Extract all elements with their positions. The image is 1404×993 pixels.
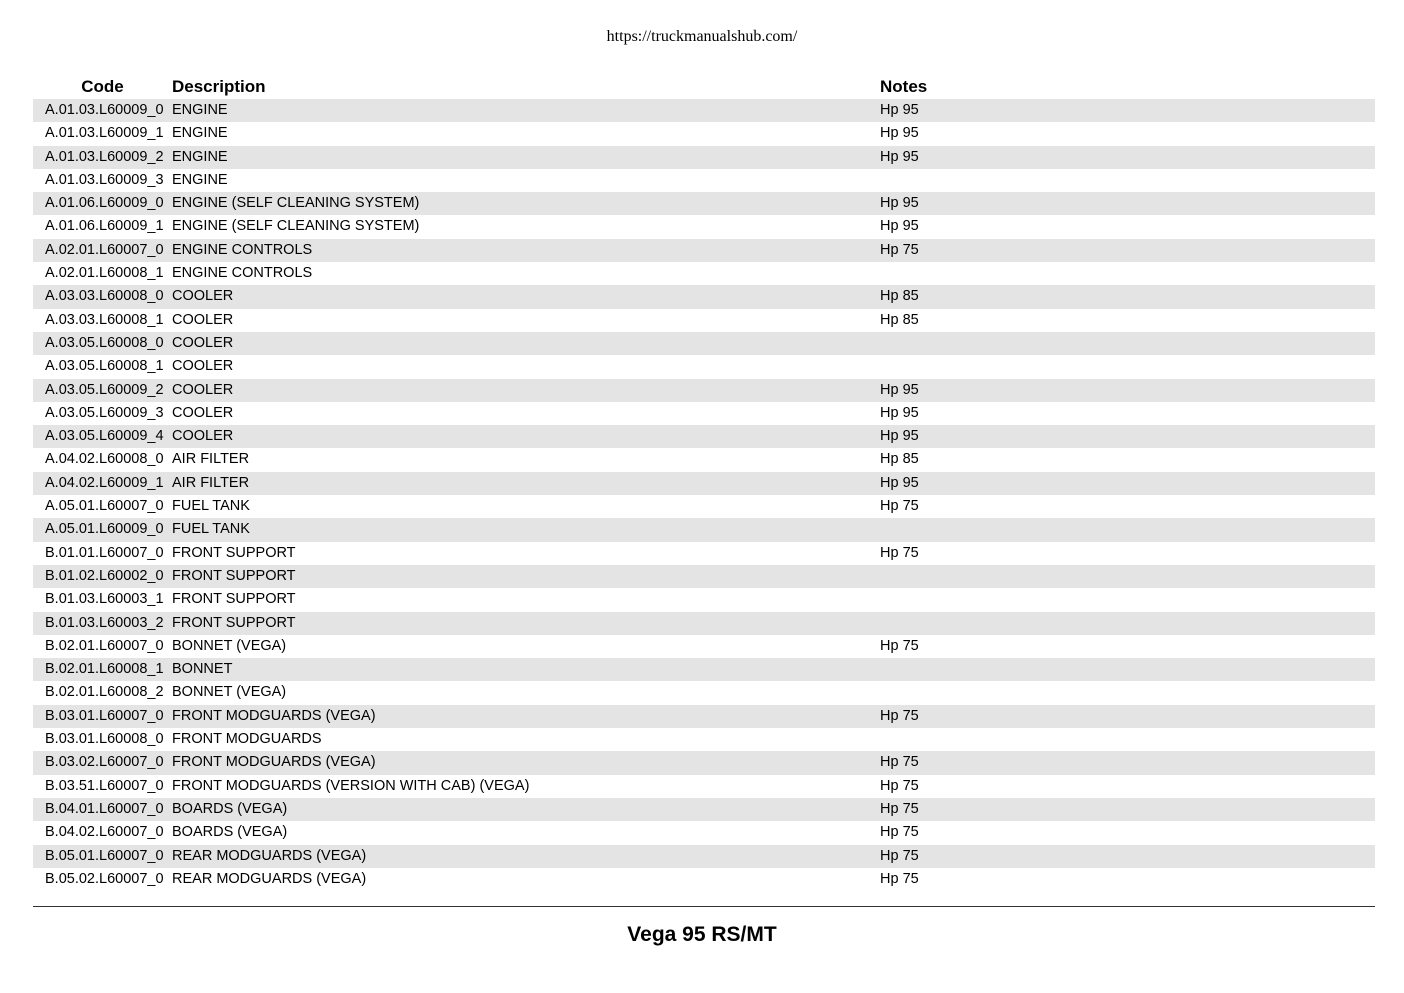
cell-description: AIR FILTER xyxy=(172,474,250,491)
table-row xyxy=(33,868,1375,891)
cell-code: A.02.01.L60008_1 xyxy=(45,265,164,282)
footer-divider xyxy=(33,906,1375,907)
cell-description: FRONT SUPPORT xyxy=(172,567,296,584)
document-title: Vega 95 RS/MT xyxy=(627,923,777,946)
cell-code: B.03.51.L60007_0 xyxy=(45,777,164,794)
cell-description: FUEL TANK xyxy=(172,498,250,515)
table-row xyxy=(33,239,1375,262)
cell-description: BONNET (VEGA) xyxy=(172,637,287,654)
table-row xyxy=(33,192,1375,215)
cell-code: B.05.02.L60007_0 xyxy=(45,870,164,887)
cell-notes: Hp 75 xyxy=(880,544,919,561)
cell-description: AIR FILTER xyxy=(172,451,250,468)
cell-code: B.03.02.L60007_0 xyxy=(45,754,164,771)
cell-description: ENGINE (SELF CLEANING SYSTEM) xyxy=(172,218,420,235)
cell-description: FRONT SUPPORT xyxy=(172,544,296,561)
cell-description: FRONT MODGUARDS (VEGA) xyxy=(172,754,376,771)
source-url[interactable]: https://truckmanualshub.com/ xyxy=(606,28,798,45)
cell-code: B.02.01.L60008_2 xyxy=(45,684,164,701)
cell-notes: Hp 95 xyxy=(880,195,919,212)
column-header-code: Code xyxy=(81,77,124,96)
cell-description: FRONT SUPPORT xyxy=(172,591,296,608)
cell-notes: Hp 85 xyxy=(880,451,919,468)
table-row xyxy=(33,355,1375,378)
table-row xyxy=(33,728,1375,751)
cell-code: A.01.03.L60009_1 xyxy=(45,125,164,142)
table-row xyxy=(33,448,1375,471)
table-row xyxy=(33,588,1375,611)
cell-notes: Hp 95 xyxy=(880,218,919,235)
cell-description: FRONT MODGUARDS xyxy=(172,731,322,748)
table-row xyxy=(33,681,1375,704)
cell-description: BONNET xyxy=(172,661,233,678)
table-row xyxy=(33,565,1375,588)
cell-code: A.03.05.L60009_3 xyxy=(45,404,164,421)
cell-code: A.01.06.L60009_1 xyxy=(45,218,164,235)
table-row xyxy=(33,402,1375,425)
table-row xyxy=(33,285,1375,308)
cell-notes: Hp 95 xyxy=(880,102,919,118)
table-row xyxy=(33,751,1375,774)
cell-notes: Hp 75 xyxy=(880,847,919,864)
cell-description: BOARDS (VEGA) xyxy=(172,800,288,817)
cell-description: FUEL TANK xyxy=(172,521,250,538)
cell-description: FRONT MODGUARDS (VERSION WITH CAB) (VEGA) xyxy=(172,777,530,794)
cell-code: B.01.01.L60007_0 xyxy=(45,544,164,561)
cell-description: REAR MODGUARDS (VEGA) xyxy=(172,847,367,864)
table-row xyxy=(33,262,1375,285)
cell-code: B.02.01.L60008_1 xyxy=(45,661,164,678)
cell-code: B.04.02.L60007_0 xyxy=(45,824,164,841)
cell-description: ENGINE xyxy=(172,171,228,188)
cell-description: COOLER xyxy=(172,381,234,398)
table-row xyxy=(33,798,1375,821)
cell-code: A.01.03.L60009_3 xyxy=(45,171,164,188)
cell-code: A.03.05.L60008_1 xyxy=(45,358,164,375)
cell-description: ENGINE CONTROLS xyxy=(172,241,313,258)
cell-notes: Hp 75 xyxy=(880,824,919,841)
cell-description: ENGINE xyxy=(172,148,228,165)
cell-description: FRONT SUPPORT xyxy=(172,614,296,631)
table-row xyxy=(33,169,1375,192)
cell-notes: Hp 95 xyxy=(880,125,919,142)
table-body xyxy=(33,99,1375,891)
cell-description: ENGINE (SELF CLEANING SYSTEM) xyxy=(172,195,420,212)
table-row xyxy=(33,332,1375,355)
column-header-description: Description xyxy=(172,77,266,96)
cell-description: BONNET (VEGA) xyxy=(172,684,287,701)
cell-code: B.03.01.L60008_0 xyxy=(45,731,164,748)
cell-code: A.03.05.L60009_4 xyxy=(45,428,164,445)
cell-description: COOLER xyxy=(172,334,234,351)
table-row xyxy=(33,379,1375,402)
cell-notes: Hp 75 xyxy=(880,707,919,724)
table-row xyxy=(33,425,1375,448)
table-row xyxy=(33,612,1375,635)
cell-description: COOLER xyxy=(172,428,234,445)
cell-code: A.05.01.L60007_0 xyxy=(45,498,164,515)
table-row xyxy=(33,122,1375,145)
cell-description: COOLER xyxy=(172,358,234,375)
table-row xyxy=(33,658,1375,681)
cell-notes: Hp 95 xyxy=(880,474,919,491)
cell-code: A.03.05.L60009_2 xyxy=(45,381,164,398)
cell-notes: Hp 85 xyxy=(880,311,919,328)
cell-code: A.04.02.L60008_0 xyxy=(45,451,164,468)
cell-description: ENGINE xyxy=(172,125,228,142)
cell-notes: Hp 75 xyxy=(880,777,919,794)
cell-code: A.02.01.L60007_0 xyxy=(45,241,164,258)
cell-code: B.04.01.L60007_0 xyxy=(45,800,164,817)
cell-code: B.01.02.L60002_0 xyxy=(45,567,164,584)
cell-code: B.05.01.L60007_0 xyxy=(45,847,164,864)
cell-code: B.02.01.L60007_0 xyxy=(45,637,164,654)
cell-description: ENGINE CONTROLS xyxy=(172,265,313,282)
cell-notes: Hp 95 xyxy=(880,381,919,398)
cell-description: REAR MODGUARDS (VEGA) xyxy=(172,870,367,887)
cell-notes: Hp 75 xyxy=(880,241,919,258)
table-row xyxy=(33,146,1375,169)
cell-description: BOARDS (VEGA) xyxy=(172,824,288,841)
table-row xyxy=(33,821,1375,844)
cell-notes: Hp 75 xyxy=(880,870,919,887)
column-header-notes: Notes xyxy=(880,77,928,96)
cell-code: A.03.05.L60008_0 xyxy=(45,334,164,351)
cell-code: A.01.03.L60009_2 xyxy=(45,148,164,165)
cell-code: B.01.03.L60003_1 xyxy=(45,591,164,608)
cell-notes: Hp 95 xyxy=(880,148,919,165)
table-row xyxy=(33,495,1375,518)
cell-code: A.01.06.L60009_0 xyxy=(45,195,164,212)
cell-code: A.04.02.L60009_1 xyxy=(45,474,164,491)
table-row xyxy=(33,542,1375,565)
table-row xyxy=(33,518,1375,541)
cell-code: B.01.03.L60003_2 xyxy=(45,614,164,631)
table-row xyxy=(33,215,1375,238)
table-row xyxy=(33,775,1375,798)
table-row xyxy=(33,845,1375,868)
cell-code: A.03.03.L60008_1 xyxy=(45,311,164,328)
cell-description: COOLER xyxy=(172,404,234,421)
cell-notes: Hp 75 xyxy=(880,498,919,515)
parts-table xyxy=(33,76,1375,891)
cell-notes: Hp 75 xyxy=(880,754,919,771)
cell-description: COOLER xyxy=(172,311,234,328)
cell-description: FRONT MODGUARDS (VEGA) xyxy=(172,707,376,724)
cell-notes: Hp 95 xyxy=(880,428,919,445)
cell-notes: Hp 95 xyxy=(880,404,919,421)
cell-code: A.01.03.L60009_0 xyxy=(45,102,164,118)
cell-description: COOLER xyxy=(172,288,234,305)
table-row xyxy=(33,705,1375,728)
cell-code: B.03.01.L60007_0 xyxy=(45,707,164,724)
cell-notes: Hp 75 xyxy=(880,637,919,654)
cell-code: A.05.01.L60009_0 xyxy=(45,521,164,538)
table-row xyxy=(33,99,1375,122)
cell-notes: Hp 75 xyxy=(880,800,919,817)
table-row xyxy=(33,309,1375,332)
table-row xyxy=(33,472,1375,495)
cell-notes: Hp 85 xyxy=(880,288,919,305)
cell-description: ENGINE xyxy=(172,102,228,118)
table-row xyxy=(33,635,1375,658)
table-header xyxy=(33,76,1375,99)
cell-code: A.03.03.L60008_0 xyxy=(45,288,164,305)
